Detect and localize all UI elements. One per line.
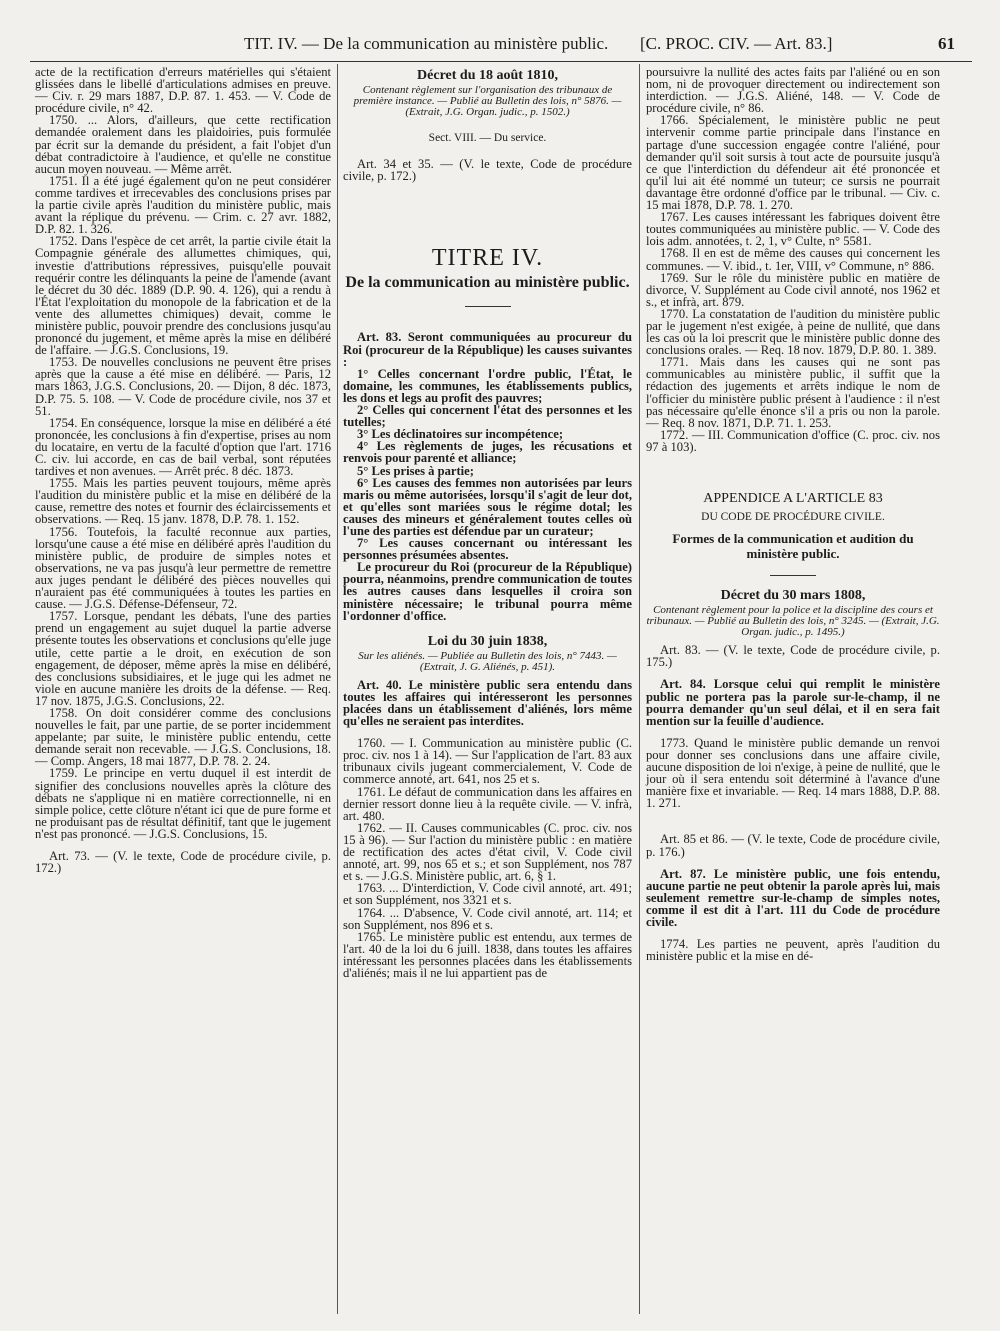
article-item: 6° Les causes des femmes non autorisées par leurs maris ou même autorisées, lorsqu'il s'agit de leur dot, et qu'elles sont mariées sous le régime dotal; les causes des mineurs et généralement toutes celles où l'une des parties est défendue par un curateur; [343,475,632,538]
paragraph: 1763. ... D'interdiction, V. Code civil annoté, art. 491; et son Supplément, nos 3321 et s. [343,881,632,908]
law-title: Loi du 30 juin 1838, [427,633,548,649]
running-header [0,34,1000,60]
paragraph: 1766. Spécialement, le ministère public ne peut intervenir comme partie principale dans l'instance en partage d'une succession engagée contre l'aliéné, pour demander qu'il soit sursis à tout acte de poursuite jusqu'à ce que l'interdiction du défendeur ait été prononcée et qu'il lui ait été nommé un tuteur; ce sursis ne pourrait davantage être ordonné d'office par le tribunal. — Civ. c. 15 mai 1878, D.P. 78. 1. 270. [646,113,940,213]
paragraph: 1758. On doit considérer comme des conclusions nouvelles le fait, par une partie, de se porter incidemment appelante; par suite, le ministère public entendu, cette demande serait non recevable. — J.G.S. Conclusions, 18. — Comp. Angers, 18 mai 1877, D.P. 78. 2. 24. [35,705,331,769]
section-heading: Formes de la communication et audition du ministère public. [672,531,914,562]
decree-subtitle: Contenant règlement pour la police et la discipline des cours et tribunaux. — Publié au Bulletin des lois, n° 3245. — (Extrait, J.G. Organ. judic., p. 1495.) [646,604,940,639]
column-left [35,66,331,874]
section-heading: Sect. VIII. — Du service. [428,132,547,145]
article-text: Art. 83. Seront communiquées au procureur du Roi (procureur de la République) les causes suivantes : [343,330,632,369]
paragraph: 1756. Toutefois, la faculté reconnue aux parties, lorsqu'une cause a été mise en délibéré après l'audition du ministère public, de produire de simples notes et observations, ne va pas jusqu'à leur permettre de remettre aux juges pendant le délibéré des pièces nouvelles qui n'auraient pas été communiquées à toutes les parties en cause. — J.G.S. Défense-Défenseur, 72. [35,524,331,612]
article-item: 1° Celles concernant l'ordre public, l'État, le domaine, les communes, les établissements publics, les dons et legs au profit des pauvres; [343,366,632,405]
separator [465,306,511,307]
appendix-title: APPENDICE A L'ARTICLE 83 [703,491,883,506]
paragraph: 1771. Mais dans les causes qui ne sont pas communicables au ministère public, il suffit que la rédaction des jugements et arrêts indique le nom de l'officier du ministère public présent à l'audience : il n'est pas nécessaire qu'elle énonce s'il a pris ou non la parole. — Req. 8 nov. 1871, D.P. 71. 1. 253. [646,355,940,430]
column-right [646,66,940,962]
article-reference: Art. 85 et 86. — (V. le texte, Code de procédure civile, p. 176.) [646,832,940,859]
article-item: 4° Les règlements de juges, les récusations et renvois pour parenté et alliance; [343,439,632,466]
article-item: 7° Les causes concernant ou intéressant les personnes présumées absentes. [343,536,632,563]
paragraph: 1757. Lorsque, pendant les débats, l'une des parties prend un engagement au sujet duquel la partie adverse présente toutes les observations et conclusions qu'elle juge utile, cette partie a le droit, en exécution de son engagement, de déposer, même après la mise en délibéré, des conclusions subsidiaires, et le juge qui les admet ne viole en aucune manière les droits de la défense. — Req. 17 nov. 1875, J.G.S. Conclusions, 22. [35,609,331,708]
paragraph: 1753. De nouvelles conclusions ne peuvent être prises après que la cause a été mise en délibéré. — Paris, 12 mars 1863, J.G.S. Conclusions, 20. — Dijon, 8 déc. 1873, D.P. 75. 5. 108. — V. Code de procédure civile, nos 37 et 51. [35,355,331,418]
paragraph: 1752. Dans l'espèce de cet arrêt, la partie civile était la Compagnie générale des allumettes chimiques, qui, investie d'attributions répressives, puisqu'elle pouvait requérir contre les délinquants la peine de l'amende (avant le décret du 30 déc. 1889 (D.P. 90. 4. 126), qui a rendu à l'État l'exploitation du monopole de la fabrication et de la vente des allumettes chimiques) devait, comme le ministère public, pouvoir prendre des conclusions jusqu'au prononcé du jugement, et même après la mise en délibéré de l'affaire. — J.G.S. Conclusions, 19. [35,234,331,358]
article-text: Art. 40. Le ministère public sera entendu dans toutes les affaires qui intéresseront les personnes placées dans un établissement d'aliénés, lors même qu'elles ne seraient pas interdites. [343,677,632,729]
article-item: 3° Les déclinatoires sur incompétence; [357,427,564,442]
paragraph: 1764. ... D'absence, V. Code civil annoté, art. 114; et son Supplément, nos 896 et s. [343,905,632,932]
article-text: Art. 87. Le ministère public, une fois entendu, aucune partie ne peut obtenir la parole après lui, mais seulement remettre sur-le-champ de simples notes, comme il est dit à l'art. 111 du Code de procédure civile. [646,866,940,929]
decree-subtitle: Contenant règlement sur l'organisation des tribunaux de première instance. — Publié au Bulletin des lois, n° 5876. — (Extrait, J.G. Organ. judic., p. 1502.) [353,84,622,119]
article-reference: Art. 73. — (V. le texte, Code de procédure civile, p. 172.) [35,849,331,876]
header-title: TIT. IV. — De la communication au ministère public. [244,34,609,53]
paragraph: 1760. — I. Communication au ministère public (C. proc. civ. nos 1 à 14). — Sur l'application de l'art. 83 aux tribunaux civils jugeant commercialement, V. Code de commerce annoté, art. 641, nos 25 et s. [343,736,632,787]
decree-title: Décret du 30 mars 1808, [720,588,866,604]
header-article-ref: [C. PROC. CIV. — Art. 83.] [640,34,833,53]
paragraph: 1755. Mais les parties peuvent toujours, même après l'audition du ministère public et la mise en délibéré de la cause, remettre des notes et fournir des éclaircissements et observations. — Req. 15 janv. 1878, D.P. 78. 1. 152. [35,476,331,527]
paragraph: 1765. Le ministère public est entendu, aux termes de l'art. 40 de la loi du 6 juill. 1838, dans toutes les affaires intéressant les personnes placées dans les établissements d'aliénés; mais il ne lui appartient pas de [343,929,632,980]
paragraph: 1759. Le principe en vertu duquel il est interdit de signifier des conclusions nouvelles après la clôture des débats ne s'applique ni en matière correctionnelle, ni en simple police, cette clôture n'étant ici que de pure forme et ne produisant pas de résultat définitif, tant que le jugement n'est pas prononcé. — J.G.S. Conclusions, 15. [35,766,331,841]
paragraph: 1761. Le défaut de communication dans les affaires en dernier ressort donne lieu à la requête civile. — V. infrà, art. 480. [343,784,632,823]
paragraph: 1770. La constatation de l'audition du ministère public par le jugement n'est exigée, à peine de nullité, que dans les cas où la loi prescrit que le ministère public donne des conclusions orales. — Req. 18 nov. 1879, D.P. 80. 1. 389. [646,306,940,358]
title-heading: TITRE IV. [431,245,544,272]
page-number: 61 [938,34,955,53]
decree-title: Décret du 18 août 1810, [417,68,558,83]
column-middle [343,66,632,979]
article-item: Le procureur du Roi (procureur de la République) pourra, néanmoins, prendre communication de toutes les autres causes dans lesquelles il croira son ministère nécessaire; le tribunal pourra même l'ordonner d'office. [343,560,632,623]
paragraph: 1772. — III. Communication d'office (C. proc. civ. nos 97 à 103). [646,427,940,454]
separator [770,575,816,576]
paragraph: 1774. Les parties ne peuvent, après l'audition du ministère public et la mise en dé- [646,937,940,964]
paragraph: 1767. Les causes intéressant les fabriques doivent être toutes communiquées au ministère public. — V. Code des lois adm. annotées, t. 2, 1, v° Culte, n° 5581. [646,210,940,249]
title-subheading: De la communication au ministère public. [345,274,630,292]
paragraph: 1751. Il a été jugé également qu'on ne peut considérer comme tardives et irrecevables des conclusions prises par la partie civile après l'audition du ministère public, mais avant la réplique du prévenu. — Crim. c. 27 avr. 1882, D.P. 82. 1. 326. [35,173,331,237]
paragraph: 1750. ... Alors, d'ailleurs, que cette rectification demandée oralement dans les plaidoiries, puis formulée par écrit sur la demande du président, a fait l'objet d'un débat contradictoire à l'audience, et qu'elle ne constitue aucun moyen nouveau. — Même arrêt. [35,113,331,176]
article-reference: Art. 83. — (V. le texte, Code de procédure civile, p. 175.) [646,643,940,670]
paragraph: 1773. Quand le ministère public demande un renvoi pour donner ses conclusions dans une affaire civile, aucune disposition de loi n'exige, à peine de nullité, que le jour où il sera entendu soit déterminé à l'avance d'une manière fixe et invariable. — Req. 14 mars 1888, D.P. 88. 1. 271. [646,735,940,811]
paragraph: 1762. — II. Causes communicables (C. proc. civ. nos 15 à 96). — Sur l'action du ministère public : en matière de rectification des actes d'état civil, V. Code civil annoté, art. 99, nos 65 et s.; et son Supplément, nos 787 et s. — J.G.S. Ministère public, art. 6, § 1. [343,820,632,884]
column-divider [337,64,338,1314]
paragraph: 1754. En conséquence, lorsque la mise en délibéré a été prononcée, les conclusions à fin d'expertise, prises au nom du locataire, en vertu de la faculté d'option que l'art. 1716 C. civ. lui accorde, en cas de bail verbal, sont réputées tardives et non avenues. — Arrêt préc. 8 déc. 1873. [35,415,331,479]
paragraph: 1768. Il en est de même des causes qui concernent les communes. — V. ibid., t. 1er, VIII, v° Commune, n° 886. [646,246,940,273]
paragraph: acte de la rectification d'erreurs matérielles qui s'étaient glissées dans le libellé d'articulations admises en preuve. — Civ. r. 29 mars 1887, D.P. 87. 1. 453. — V. Code de procédure civile, n° 42. [35,65,331,116]
appendix-subtitle: DU CODE DE PROCÉDURE CIVILE. [701,511,885,524]
column-divider [639,64,640,1314]
article-item: 2° Celles qui concernent l'état des personnes et les tutelles; [343,403,632,430]
header-rule [30,61,972,62]
article-text: Art. 84. Lorsque celui qui remplit le ministère public ne portera pas la parole sur-le-champ, il ne pourra demander qu'un seul délai, et il en sera fait mention sur la feuille d'audience. [646,677,940,728]
paragraph: poursuivre la nullité des actes faits par l'aliéné ou en son nom, ni de provoquer directement ou indirectement son interdiction. — J.G.S. Aliéné, 148. — V. Code de procédure civile, n° 86. [646,65,940,116]
article-reference: Art. 34 et 35. — (V. le texte, Code de procédure civile, p. 172.) [343,157,632,184]
law-subtitle: Sur les aliénés. — Publiée au Bulletin des lois, n° 7443. — (Extrait, J. G. Aliénés, p. 451). [358,649,617,673]
paragraph: 1769. Sur le rôle du ministère public en matière de divorce, V. Supplément au Code civil annoté, nos 1962 et s., et infrà, art. 879. [646,270,940,309]
article-item: 5° Les prises à partie; [357,463,474,478]
